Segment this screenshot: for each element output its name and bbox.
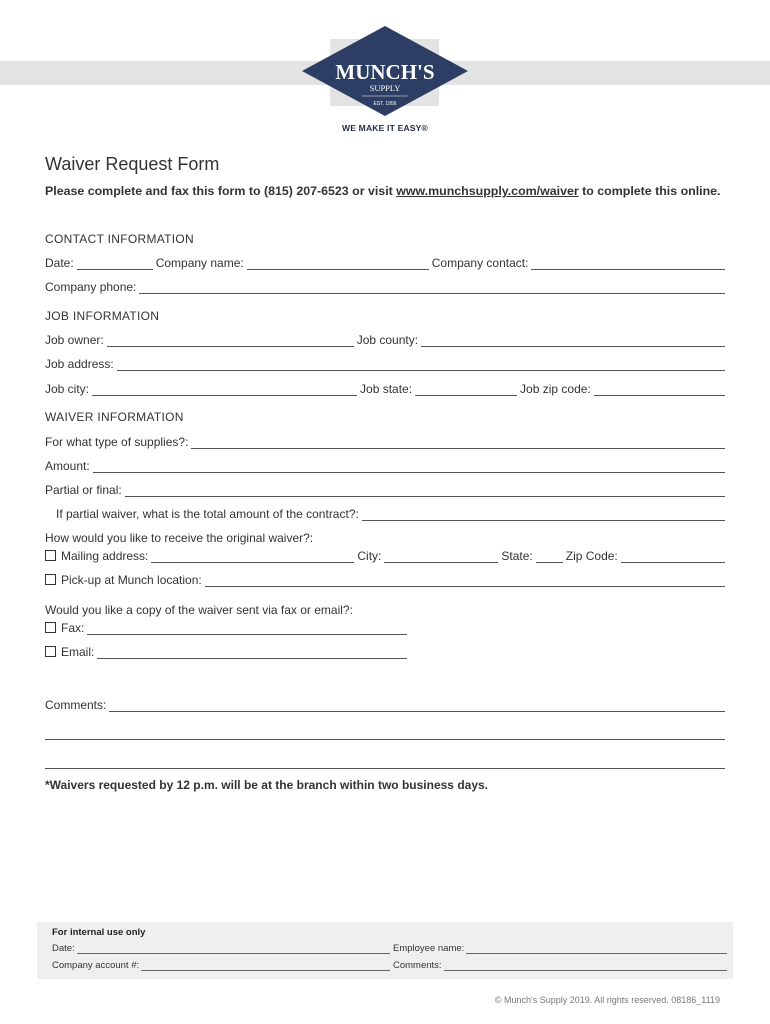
job-county-label: Job county:: [356, 333, 419, 347]
job-row-1: [45, 331, 725, 347]
copyright-footer: © Munch's Supply 2019. All rights reserved. 08186_1119: [494, 995, 720, 1005]
contact-row-2: [45, 278, 725, 294]
company-account-label: Company account #:: [52, 960, 140, 971]
company-phone-field[interactable]: [139, 281, 725, 294]
waiver-row-amount: [45, 457, 725, 473]
comments-line-2[interactable]: [45, 739, 725, 740]
supplies-label: For what type of supplies?:: [45, 435, 189, 449]
job-address-field[interactable]: [117, 358, 725, 371]
internal-comments-row: [393, 959, 727, 971]
date-field[interactable]: [77, 257, 153, 270]
waiver-link[interactable]: www.munchsupply.com/waiver: [396, 184, 579, 198]
page-title: Waiver Request Form: [45, 154, 220, 174]
pickup-checkbox[interactable]: [45, 574, 56, 585]
logo-diamond: [300, 24, 470, 124]
company-name-label: Company name:: [155, 256, 244, 270]
internal-employee-row: [393, 942, 727, 954]
waiver-row-supplies: [45, 433, 725, 449]
comments-label: Comments:: [45, 698, 107, 712]
job-row-2: [45, 355, 725, 371]
fax-label: Fax:: [61, 621, 85, 635]
job-zip-field[interactable]: [594, 383, 725, 396]
contact-row-1: [45, 254, 725, 270]
internal-account-row: [52, 959, 390, 971]
comments-field[interactable]: [109, 699, 725, 712]
mailing-address-label: Mailing address:: [61, 549, 149, 563]
section-job-heading: JOB INFORMATION: [45, 309, 160, 323]
pickup-field[interactable]: [205, 574, 725, 587]
internal-date-field[interactable]: [77, 943, 390, 954]
waiver-row-pickup: [45, 571, 725, 587]
waiver-row-fax: [45, 619, 407, 635]
waiver-row-comments: [45, 696, 725, 712]
contract-total-label: If partial waiver, what is the total amount of the contract?:: [56, 507, 359, 521]
employee-name-label: Employee name:: [393, 943, 465, 954]
deadline-note: *Waivers requested by 12 p.m. will be at the branch within two business days.: [45, 778, 489, 792]
mail-zip-field[interactable]: [621, 550, 725, 563]
fax-field[interactable]: [87, 622, 407, 635]
amount-field[interactable]: [93, 460, 725, 473]
copy-question: Would you like a copy of the waiver sent via fax or email?:: [45, 603, 353, 617]
mail-zip-label: Zip Code:: [565, 549, 618, 563]
email-field[interactable]: [97, 646, 407, 659]
job-state-label: Job state:: [360, 382, 413, 396]
pickup-label: Pick-up at Munch location:: [61, 573, 202, 587]
internal-use-box: [37, 922, 733, 979]
waiver-row-partial: [45, 481, 725, 497]
internal-date-label: Date:: [52, 943, 75, 954]
company-name-field[interactable]: [247, 257, 429, 270]
tagline: WE MAKE IT EASY®: [342, 123, 428, 133]
job-county-field[interactable]: [421, 334, 725, 347]
email-checkbox[interactable]: [45, 646, 56, 657]
intro-text: Please complete and fax this form to (815) 207-6523 or visit www.munchsupply.com/waiver to complete this online.: [45, 184, 721, 198]
logo-established: EST. 1956: [373, 101, 397, 107]
company-contact-label: Company contact:: [431, 256, 529, 270]
section-contact-heading: CONTACT INFORMATION: [45, 232, 195, 246]
job-owner-label: Job owner:: [45, 333, 104, 347]
internal-comments-field[interactable]: [444, 960, 727, 971]
internal-date-row: [52, 942, 390, 954]
job-state-field[interactable]: [415, 383, 517, 396]
mail-city-field[interactable]: [384, 550, 498, 563]
waiver-row-mailing: [45, 547, 725, 563]
job-city-label: Job city:: [45, 382, 90, 396]
company-logo: [300, 24, 470, 144]
company-phone-label: Company phone:: [45, 280, 137, 294]
internal-comments-label: Comments:: [393, 960, 442, 971]
waiver-row-email: [45, 643, 407, 659]
logo-subname: SUPPLY: [369, 83, 401, 93]
amount-label: Amount:: [45, 459, 90, 473]
company-contact-field[interactable]: [531, 257, 725, 270]
mailing-checkbox[interactable]: [45, 550, 56, 561]
mail-state-label: State:: [501, 549, 533, 563]
job-city-field[interactable]: [92, 383, 357, 396]
comments-line-3[interactable]: [45, 768, 725, 769]
partial-final-label: Partial or final:: [45, 483, 122, 497]
supplies-field[interactable]: [191, 436, 725, 449]
job-row-3: [45, 380, 725, 396]
email-label: Email:: [61, 645, 95, 659]
internal-heading: For internal use only: [52, 927, 146, 938]
contract-total-field[interactable]: [362, 508, 725, 521]
waiver-row-contract: [56, 505, 725, 521]
job-address-label: Job address:: [45, 357, 114, 371]
receive-question: How would you like to receive the original waiver?:: [45, 531, 314, 545]
partial-final-field[interactable]: [125, 484, 725, 497]
job-zip-label: Job zip code:: [520, 382, 591, 396]
employee-name-field[interactable]: [466, 943, 727, 954]
date-label: Date:: [45, 256, 74, 270]
section-waiver-heading: WAIVER INFORMATION: [45, 410, 184, 424]
fax-checkbox[interactable]: [45, 622, 56, 633]
mail-state-field[interactable]: [536, 550, 563, 563]
mailing-address-field[interactable]: [151, 550, 354, 563]
logo-name: MUNCH'S: [335, 60, 435, 84]
company-account-field[interactable]: [141, 960, 390, 971]
job-owner-field[interactable]: [107, 334, 354, 347]
mail-city-label: City:: [357, 549, 382, 563]
